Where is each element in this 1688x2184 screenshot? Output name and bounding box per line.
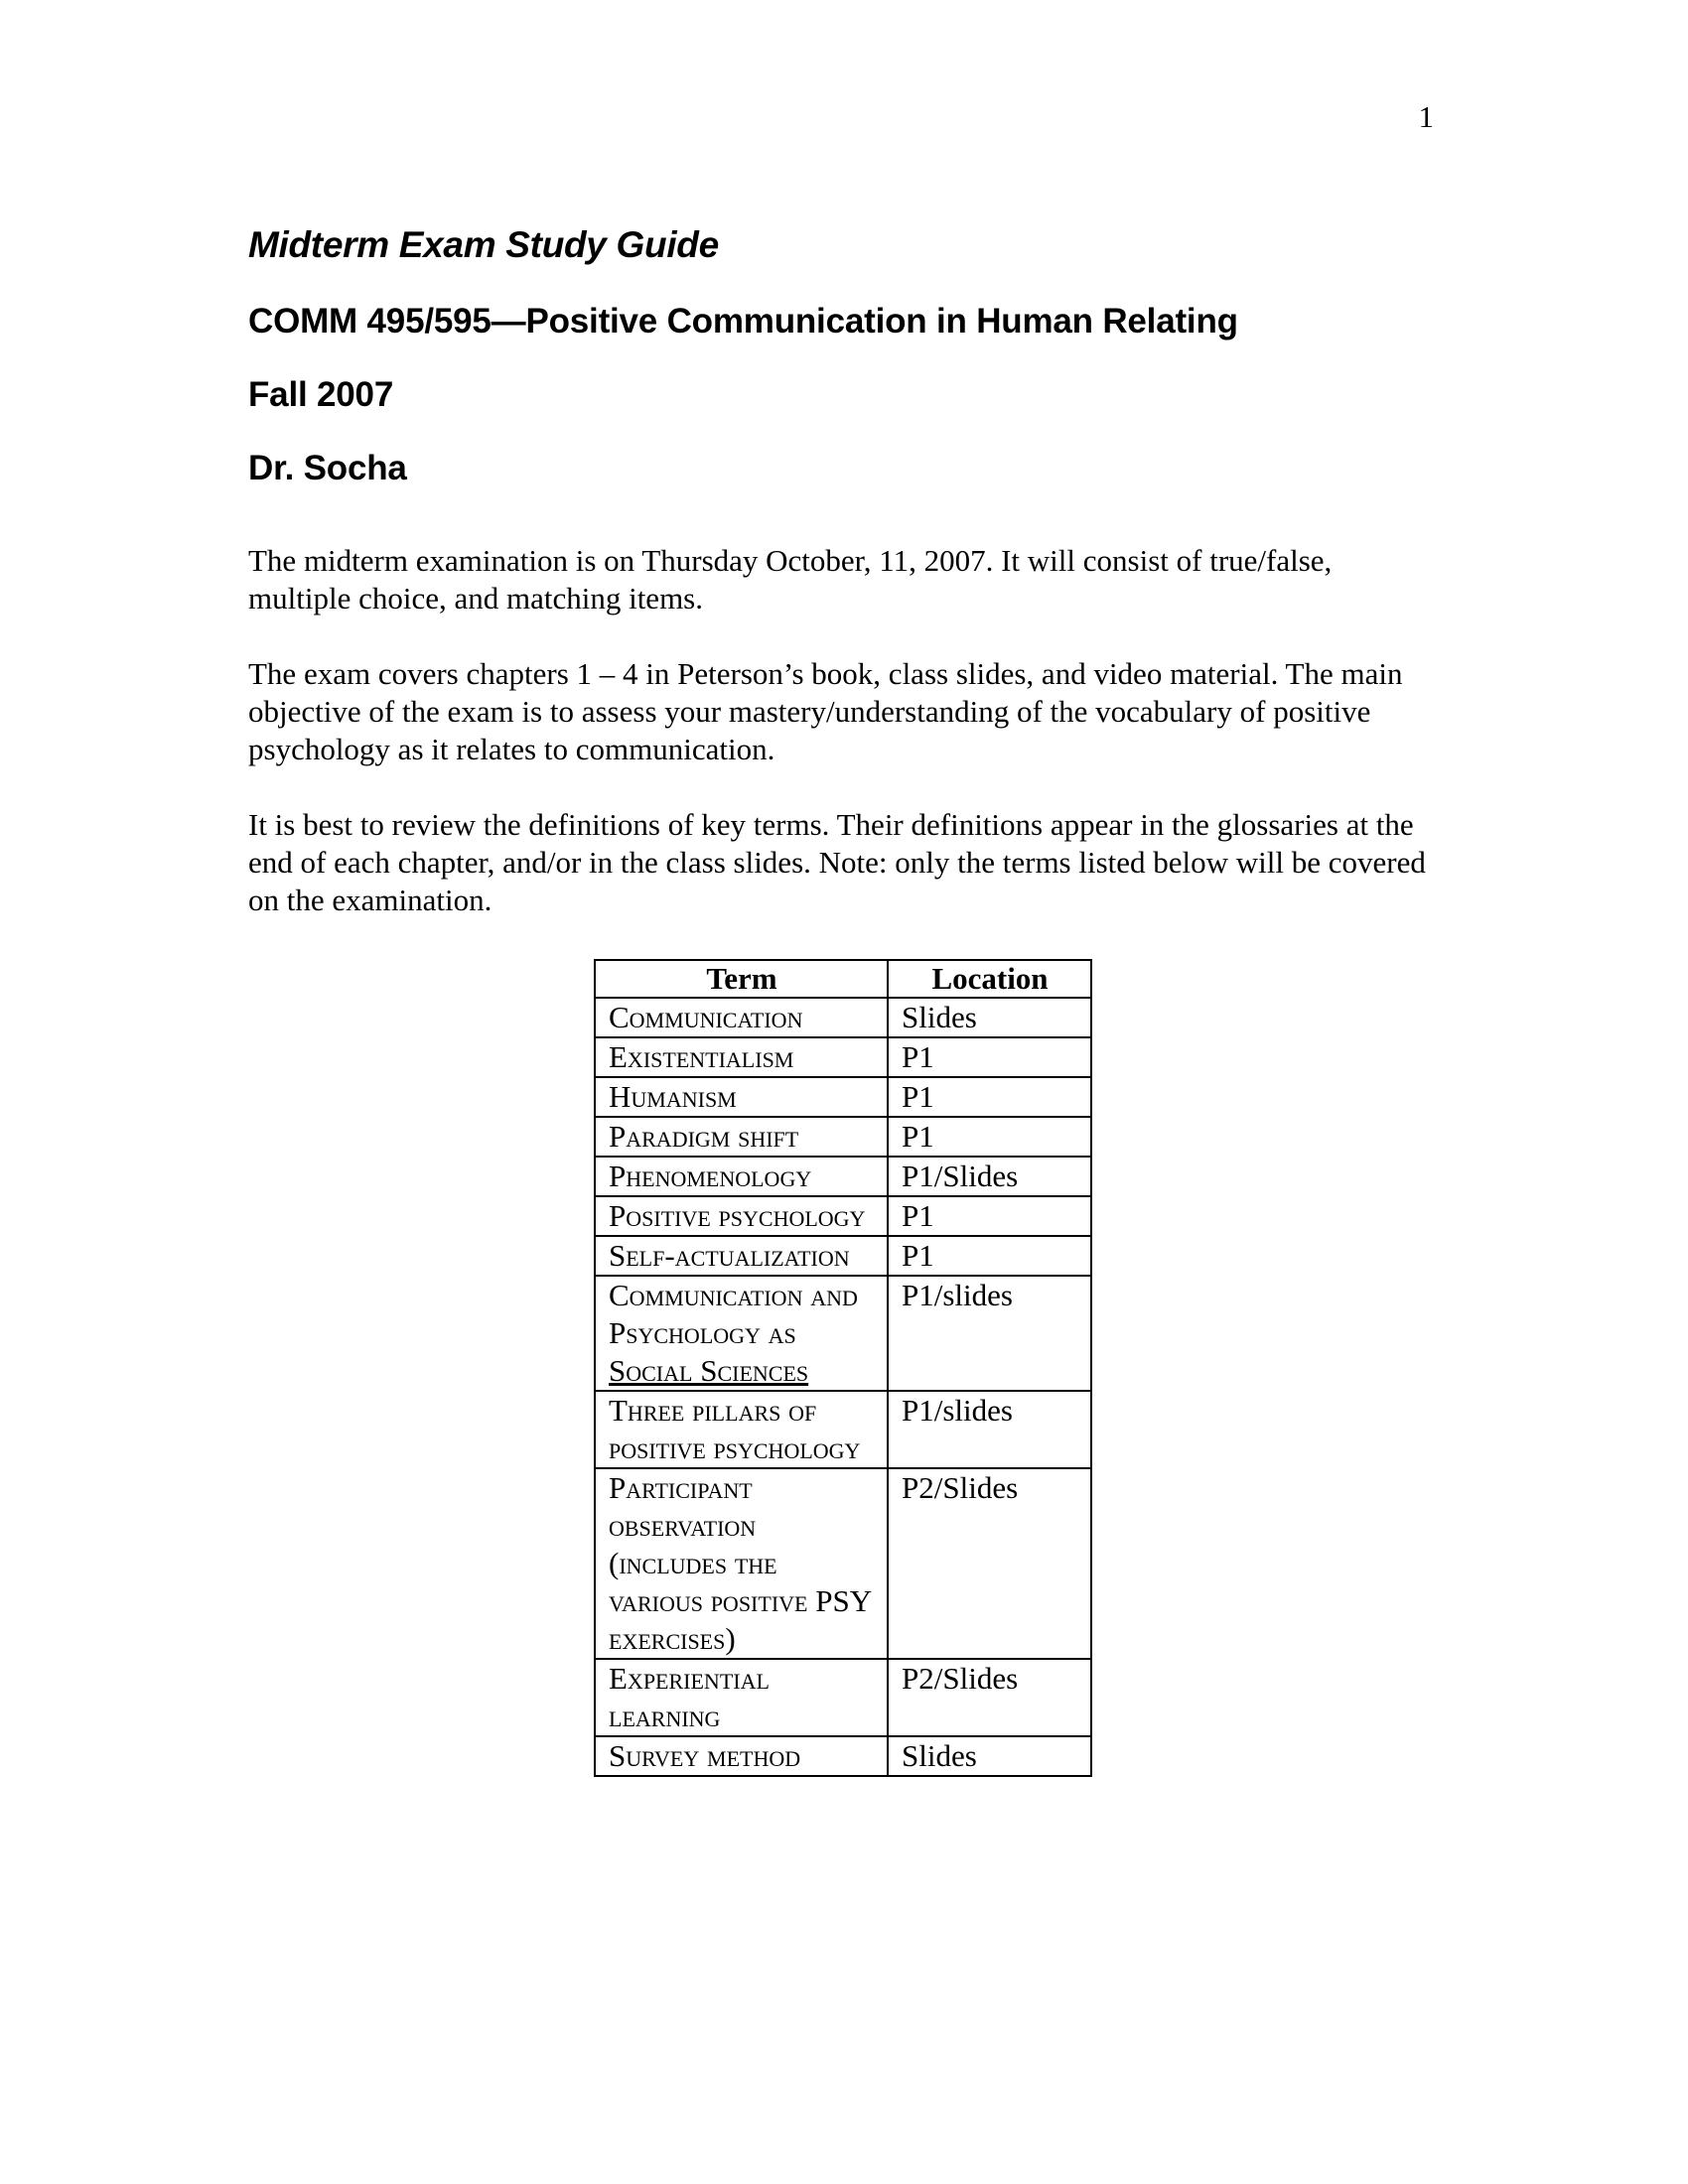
table-row bbox=[595, 1468, 1091, 1659]
table-header-row bbox=[595, 960, 1091, 998]
document-body bbox=[248, 224, 1440, 957]
term-prefix: Communication and Psychology as bbox=[609, 1278, 858, 1350]
term-cell: Survey method bbox=[595, 1736, 888, 1776]
course-heading: COMM 495/595—Positive Communication in Human Relating bbox=[248, 302, 1238, 341]
location-cell: P1 bbox=[888, 1236, 1091, 1276]
table-row bbox=[595, 1391, 1091, 1468]
page-number: 1 bbox=[1418, 99, 1434, 134]
table-row bbox=[595, 1117, 1091, 1157]
term-cell: Self-actualization bbox=[595, 1236, 888, 1276]
exam-coverage-paragraph: The exam covers chapters 1 – 4 in Peterson’s book, class slides, and video material. The main objective of the exam is to assess your mastery/understanding of the vocabulary of positive psychology as it relates to communication. bbox=[248, 656, 1403, 766]
terms-table bbox=[594, 959, 1092, 1777]
term-cell: Existentialism bbox=[595, 1037, 888, 1077]
term-column-header: Term bbox=[595, 960, 888, 998]
table-row bbox=[595, 1276, 1091, 1391]
term-cell: Positive psychology bbox=[595, 1196, 888, 1236]
table-row bbox=[595, 1659, 1091, 1736]
table-row bbox=[595, 1077, 1091, 1117]
term-cell: Paradigm shift bbox=[595, 1117, 888, 1157]
table-row bbox=[595, 1236, 1091, 1276]
location-cell: Slides bbox=[888, 1736, 1091, 1776]
table-row bbox=[595, 1037, 1091, 1077]
review-instructions-paragraph: It is best to review the definitions of key terms. Their definitions appear in the glossaries at the end of each chapter, and/or in the class slides. Note: only the terms listed below will be covered on the examination. bbox=[248, 807, 1426, 917]
location-column-header: Location bbox=[888, 960, 1091, 998]
table-row bbox=[595, 1196, 1091, 1236]
term-cell: Participant observation (includes the various positive PSY exercises) bbox=[595, 1468, 888, 1659]
table-row bbox=[595, 1736, 1091, 1776]
location-cell: P1 bbox=[888, 1037, 1091, 1077]
location-cell: P2/Slides bbox=[888, 1659, 1091, 1736]
location-cell: Slides bbox=[888, 998, 1091, 1037]
term-cell: Three pillars of positive psychology bbox=[595, 1391, 888, 1468]
term-cell: Communication bbox=[595, 998, 888, 1037]
term-cell: Experiential learning bbox=[595, 1659, 888, 1736]
document-title: Midterm Exam Study Guide bbox=[248, 224, 719, 265]
term-cell: Phenomenology bbox=[595, 1157, 888, 1196]
location-cell: P2/Slides bbox=[888, 1468, 1091, 1659]
term-cell bbox=[595, 1276, 888, 1391]
location-cell: P1/Slides bbox=[888, 1157, 1091, 1196]
table-row bbox=[595, 998, 1091, 1037]
term-underlined: Social Sciences bbox=[609, 1353, 809, 1388]
instructor-heading: Dr. Socha bbox=[248, 449, 407, 487]
location-cell: P1 bbox=[888, 1196, 1091, 1236]
location-cell: P1 bbox=[888, 1077, 1091, 1117]
location-cell: P1 bbox=[888, 1117, 1091, 1157]
location-cell: P1/slides bbox=[888, 1276, 1091, 1391]
exam-date-paragraph: The midterm examination is on Thursday October, 11, 2007. It will consist of true/false, multiple choice, and matching items. bbox=[248, 543, 1333, 615]
table-row bbox=[595, 1157, 1091, 1196]
location-cell: P1/slides bbox=[888, 1391, 1091, 1468]
term-heading: Fall 2007 bbox=[248, 375, 394, 414]
term-cell: Humanism bbox=[595, 1077, 888, 1117]
